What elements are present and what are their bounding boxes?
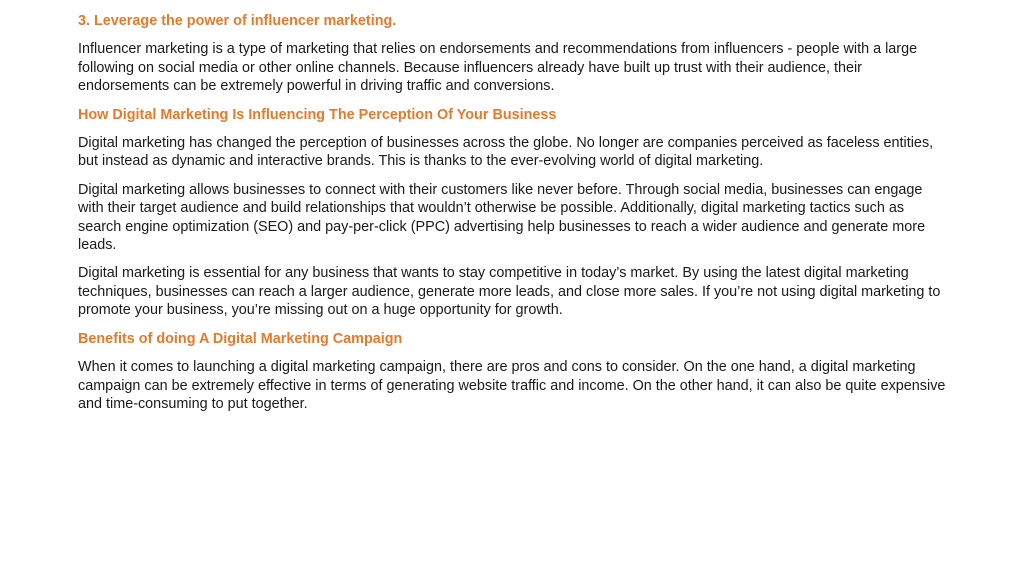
paragraph-connect-customers: Digital marketing allows businesses to connect with their customers like never before. Through social media, businesses can engage with their target audience and build relationships that wouldn’t otherwise be possible. Additionally, digital marketing tactics such as search engine optimization (SEO) and pay-per-click (PPC) advertising help businesses to reach a wider audience and generate more leads. bbox=[78, 181, 926, 254]
section-heading-perception: How Digital Marketing Is Influencing The Perception Of Your Business bbox=[78, 106, 557, 123]
paragraph-influencer-marketing: Influencer marketing is a type of marketing that relies on endorsements and recommendations from influencers - people with a large following on social media or other online channels. Because influencers already have built up trust with their audience, their endorsements can be extremely powerful in driving traffic and conversions. bbox=[78, 41, 918, 95]
paragraph-stay-competitive: Digital marketing is essential for any business that wants to stay competitive in today’s market. By using the latest digital marketing techniques, businesses can reach a larger audience, generate more leads, and close more sales. If you’re not using digital marketing to promote your business, you’re missing out on a huge opportunity for growth. bbox=[78, 265, 941, 319]
slide-content bbox=[78, 12, 948, 423]
paragraph-perception-change: Digital marketing has changed the perception of businesses across the globe. No longer are companies perceived as faceless entities, but instead as dynamic and interactive brands. This is thanks to the ever-evolving world of digital marketing. bbox=[78, 135, 934, 170]
paragraph-campaign-pros-cons: When it comes to launching a digital marketing campaign, there are pros and cons to consider. On the one hand, a digital marketing campaign can be extremely effective in terms of generating website traffic and income. On the other hand, it can also be quite expensive and time-consuming to put together. bbox=[78, 359, 946, 412]
section-heading-campaign-benefits: Benefits of doing A Digital Marketing Campaign bbox=[78, 330, 403, 347]
section-heading-influencer-marketing: 3. Leverage the power of influencer marketing. bbox=[78, 13, 397, 29]
